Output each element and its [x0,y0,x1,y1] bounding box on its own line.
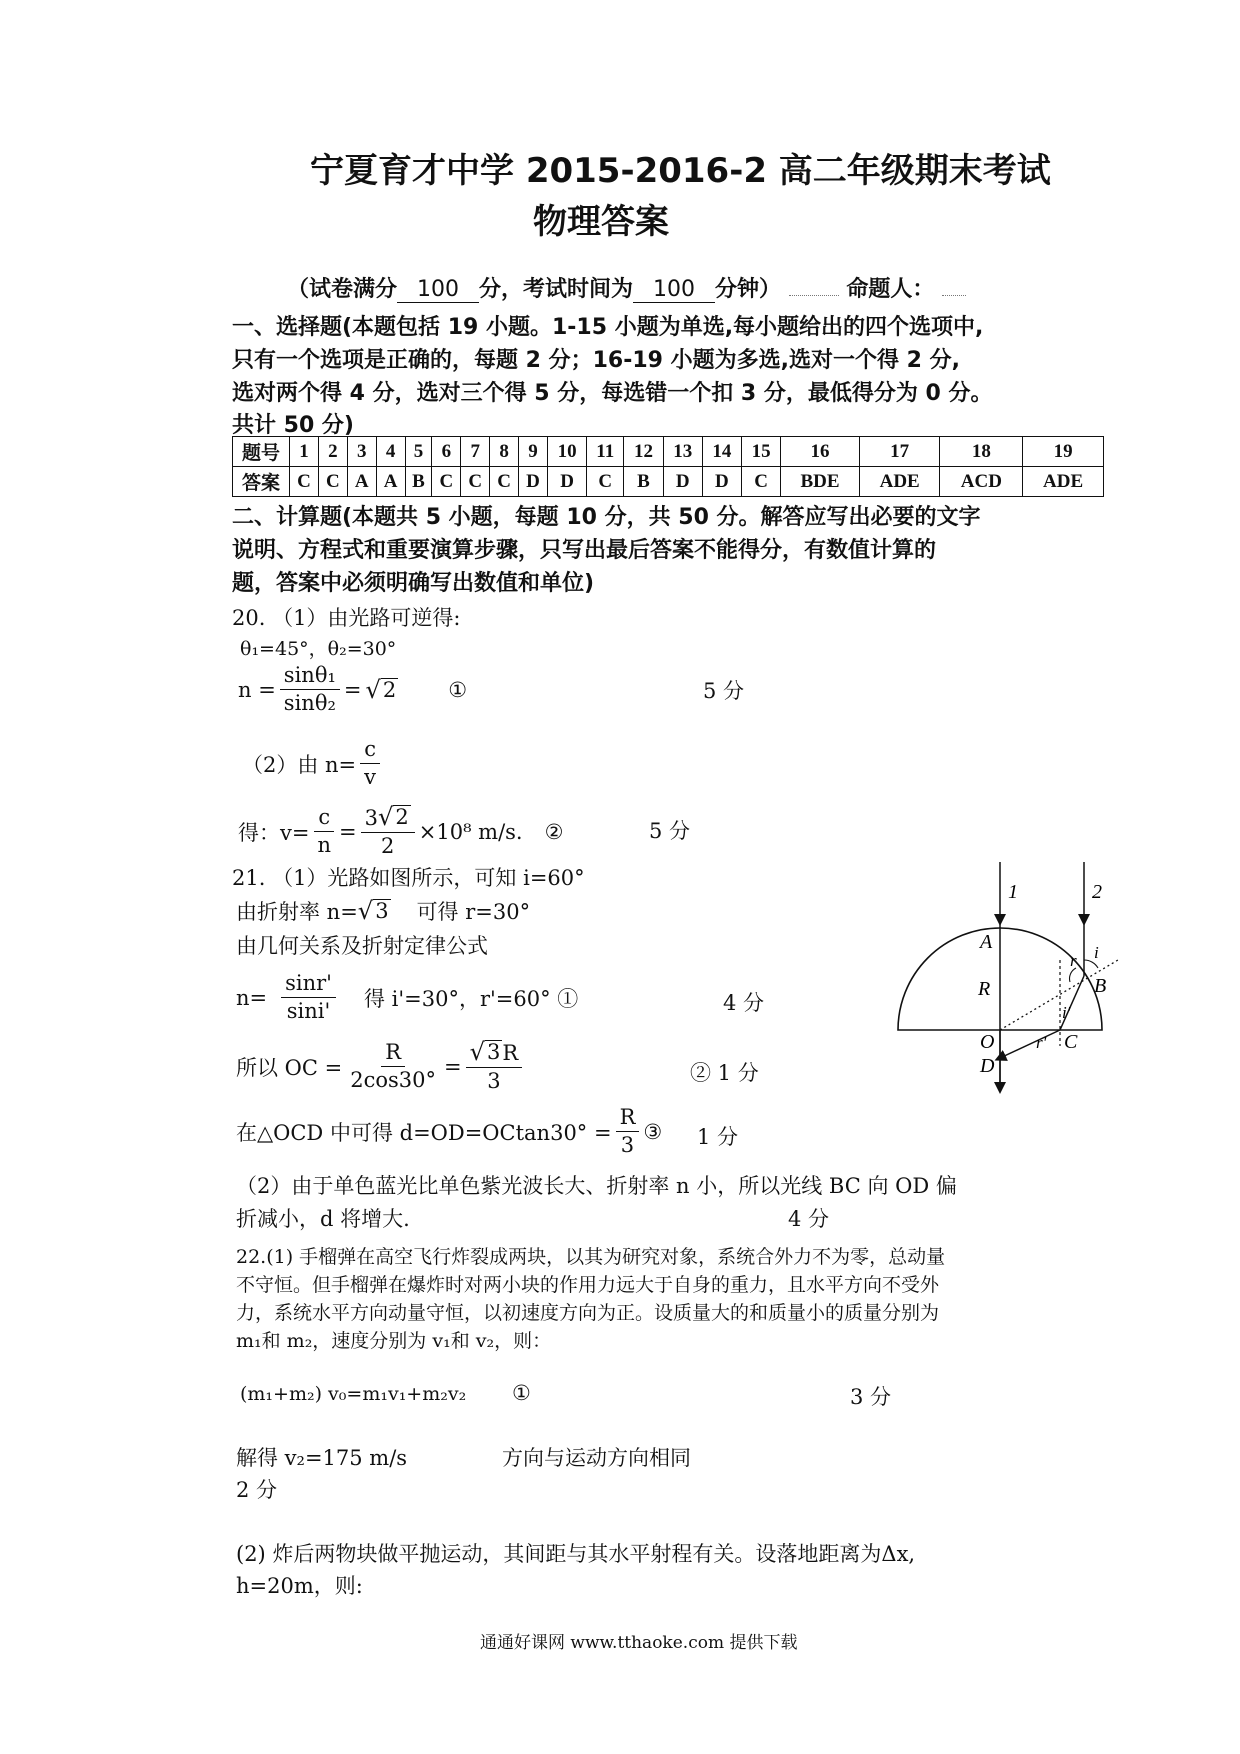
section1-line3: 选对两个得 4 分，选对三个得 5 分，每选错一个扣 3 分，最低得分为 0 分。 [232,381,993,406]
q20-v-den: n [317,833,331,858]
q22-line4: m₁和 m₂，速度分别为 v₁和 v₂，则： [236,1330,552,1352]
q20-n-lhs: n = [238,677,276,702]
q21-line2-suffix: 可得 r=30° [416,900,531,924]
q20-v-formula [238,805,563,858]
q21-score2: ② 1 分 [690,1061,759,1085]
table-cell-answer: ADE [1023,467,1104,497]
table-cell-number: 18 [940,437,1023,467]
label-2: 2 [1092,881,1102,903]
q22-direction: 方向与运动方向相同 [502,1446,691,1470]
table-cell-number: 16 [781,437,860,467]
q21-p2-line1: （2）由于单色蓝光比单色紫光波长大、折射率 n 小，所以光线 BC 向 OD 偏 [236,1174,957,1198]
table-cell-answer: C [587,467,624,497]
q22-p2-line1: (2) 炸后两物块做平抛运动，其间距与其水平射程有关。设落地距离为Δx, [236,1542,916,1566]
table-cell-answer: BDE [781,467,860,497]
label-1: 1 [1008,881,1018,903]
q22-score2: 2 分 [236,1478,278,1502]
q21-n-result: 得 i'=30°，r'=60° ① [363,986,579,1011]
table-cell-number: 11 [587,437,624,467]
q22-solve: 解得 v₂=175 m/s [236,1446,408,1470]
table-cell-answer: D [663,467,702,497]
q21-score3: 1 分 [697,1125,739,1149]
q21-d-den: 3 [620,1133,635,1158]
q21-score1: 4 分 [723,991,765,1015]
table-cell-number: 6 [432,437,461,467]
table-cell-answer: B [405,467,432,497]
table-cell-number: 7 [461,437,490,467]
section1-line2: 只有一个选项是正确的，每题 2 分；16-19 小题为多选,选对一个得 2 分, [232,348,960,373]
exam-duration: 100 [633,277,715,303]
q20-sqrt-val: 2 [382,677,397,702]
table-cell-number: 5 [405,437,432,467]
full-score: 100 [397,277,479,303]
q20-p2-num: c [360,738,380,764]
table-row-answers [233,467,1104,497]
exam-info-mid: 分，考试时间为 [479,277,634,302]
table-cell-number: 13 [663,437,702,467]
exam-info-suffix: 分钟） [715,277,782,302]
q20-p2-prefix: （2）由 n= [242,752,357,777]
table-cell-number: 14 [702,437,741,467]
q20-line1: 20. （1）由光路可逆得: [232,606,461,630]
table-cell-answer: ACD [940,467,1023,497]
footer-text: 通通好课网 www.tthaoke.com 提供下载 [480,1633,798,1653]
q22-score1: 3 分 [850,1385,892,1409]
q20-score1: 5 分 [703,679,745,703]
table-cell-answer: C [742,467,781,497]
label-b: B [1094,975,1107,997]
label-i: i [1094,943,1099,962]
q21-p2-line2: 折减小，d 将增大. [236,1207,410,1231]
label-i-prime: i' [1062,1003,1071,1022]
section2-line1: 二、计算题(本题共 5 小题，每题 10 分，共 50 分。解答应写出必要的文字 [232,505,981,530]
table-cell-number: 10 [547,437,586,467]
section2-line2: 说明、方程式和重要演算步骤，只写出最后答案不能得分，有数值计算的 [232,538,937,563]
q22-line1: 22.(1) 手榴弹在高空飞行炸裂成两块，以其为研究对象，系统合外力不为零，总动量 [236,1246,946,1268]
label-r-prime: r' [1036,1033,1047,1052]
table-cell-answer: D [702,467,741,497]
q20-p2-den: v [364,765,377,790]
table-cell-answer: C [290,467,319,497]
table-cell-number: 17 [859,437,940,467]
q21-oc-r: R [502,1041,519,1065]
q22-equation: (m₁+m₂) v₀=m₁v₁+m₂v₂ [240,1383,467,1405]
q22-mark1: ① [512,1381,531,1405]
q21-oc-frac2: √ 3 R 3 [466,1040,523,1093]
q21-oc-prefix: 所以 OC = [236,1055,343,1080]
table-cell-answer: D [519,467,548,497]
q21-oc-sqrt: 3 [487,1040,501,1064]
q20-fraction [280,664,340,715]
angle-r-arc [1070,968,1076,982]
q21-oc-frac1 [346,1041,440,1092]
q20-v-eq: = [339,819,357,844]
table-cell-number: 2 [318,437,347,467]
q20-v-coef: 3 [364,806,378,830]
q21-line2-prefix: 由折射率 n= [236,900,358,924]
q20-v-suffix: ×10⁸ m/s. [418,819,523,844]
ray-cd [1000,1030,1060,1058]
q21-d-mark: ③ [643,1119,663,1144]
q21-line2 [236,896,530,926]
q20-line2: θ₁=45°，θ₂=30° [240,638,397,660]
table-cell-answer: A [347,467,376,497]
q20-v-frac2: 3 √ 2 2 [361,805,415,858]
q21-n-formula [236,972,578,1023]
q21-optics-diagram [890,850,1130,1110]
q21-oc-den2: 3 [487,1069,501,1094]
q21-oc-den: 2cos30° [350,1068,436,1093]
q21-sqrt3-val: 3 [375,898,389,923]
table-answer-label: 答案 [233,467,290,497]
label-a: A [980,931,993,953]
q21-n-num: sinr' [281,972,336,998]
table-cell-number: 1 [290,437,319,467]
exam-info [287,272,966,303]
page-title: 宁夏育才中学 2015-2016-2 高二年级期末考试 [310,151,1051,191]
section2-line3: 题，答案中必须明确写出数值和单位) [232,571,595,596]
table-row-numbers [233,437,1104,467]
table-cell-number: 19 [1023,437,1104,467]
answer-table [232,436,1104,497]
q20-eq: = [343,677,362,702]
q22-p2-line2: h=20m，则: [236,1574,363,1598]
q21-line3: 由几何关系及折射定律公式 [236,934,488,958]
q21-d-prefix: 在△OCD 中可得 d=OD=OCtan30° = [236,1120,612,1145]
q21-oc-num: R [381,1041,405,1067]
q21-line1: 21. （1）光路如图所示，可知 i=60° [232,866,585,890]
q20-v-sqrt: 2 [395,805,409,829]
q20-frac-num: sinθ₁ [280,664,340,690]
table-cell-number: 12 [624,437,663,467]
q21-oc-eq: = [444,1054,462,1079]
table-cell-answer: ADE [859,467,940,497]
q20-v-prefix: 得：v= [238,820,310,845]
q21-n-frac [281,972,336,1023]
q20-v-den2: 2 [380,834,395,859]
q21-sqrt3: √ 3 [357,896,389,925]
table-cell-number: 8 [490,437,519,467]
q21-d-formula [236,1106,662,1157]
q21-oc-formula [236,1040,526,1093]
table-cell-number: 15 [742,437,781,467]
section1-line1: 一、选择题(本题包括 19 小题。1-15 小题为单选,每小题给出的四个选项中, [232,315,984,340]
q21-d-frac [616,1106,640,1157]
table-cell-number: 3 [347,437,376,467]
q20-v-num: c [314,806,334,832]
q20-part2 [242,738,384,789]
q22-line3: 力，系统水平方向动量守恒，以初速度方向为正。设质量大的和质量小的质量分别为 [236,1302,940,1324]
q22-line2: 不守恒。但手榴弹在爆炸时对两小块的作用力远大于自身的重力，且水平方向不受外 [236,1274,940,1296]
table-cell-answer: C [318,467,347,497]
q21-n-den: sini' [286,999,331,1024]
table-cell-answer: D [547,467,586,497]
section1-line4: 共计 50 分) [232,413,354,438]
q20-frac-den: sinθ₂ [283,691,336,716]
table-header-label: 题号 [233,437,290,467]
table-cell-number: 9 [519,437,548,467]
table-cell-answer: B [624,467,663,497]
q21-n-lhs: n= [236,985,268,1010]
exam-info-prefix: （试卷满分 [287,277,398,302]
q20-mark1: ① [448,677,468,702]
label-d: D [980,1055,995,1077]
label-c: C [1064,1031,1078,1053]
q20-p2-fraction [360,738,380,789]
table-cell-answer: C [461,467,490,497]
q21-d-num: R [616,1106,640,1132]
label-r: r [1070,951,1077,970]
q20-v-frac1 [313,806,335,857]
table-cell-answer: C [490,467,519,497]
q20-mark2: ② [544,819,564,844]
label-r-radius: R [978,978,991,1000]
q20-sqrt: √ 2 [365,675,397,704]
table-cell-answer: C [432,467,461,497]
label-o: O [980,1031,995,1053]
table-cell-answer: A [376,467,405,497]
q20-n-formula [238,664,467,715]
q21-score4: 4 分 [788,1207,830,1231]
page-subtitle: 物理答案 [533,202,669,242]
table-cell-number: 4 [376,437,405,467]
author-label: 命题人： [846,277,935,302]
q20-score2: 5 分 [649,819,691,843]
